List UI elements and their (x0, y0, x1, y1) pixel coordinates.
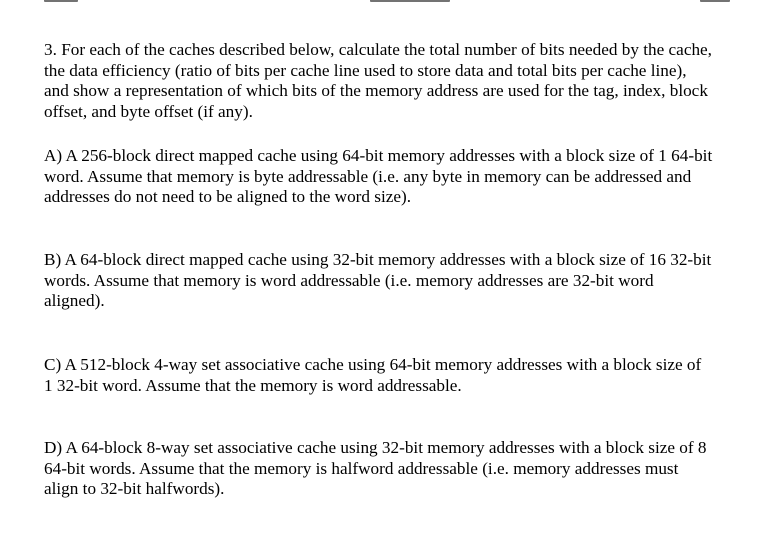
question-part-a: A) A 256-block direct mapped cache using 64-bit memory addresses with a block size of 1 64-bit word. Assume that memory is byte addressable (i.e. any byte in memory can be addressed and addresses do not need to be aligned to the word size). (44, 146, 713, 206)
question-part-d: D) A 64-block 8-way set associative cache using 32-bit memory addresses with a block size of 8 64-bit words. Assume that the memory is halfword addressable (i.e. memory addresses must align to 32-bit halfwords). (44, 438, 707, 498)
question-part-b: B) A 64-block direct mapped cache using 32-bit memory addresses with a block size of 16 32-bit words. Assume that memory is word addressable (i.e. memory addresses are 32-bit word aligned). (44, 250, 712, 310)
cropped-previous-line (0, 0, 771, 4)
question-intro: 3. For each of the caches described below, calculate the total number of bits needed by the cache, the data efficiency (ratio of bits per cache line used to store data and total bits per cache line), and show a representation of which bits of the memory address are used for the tag, index, block offset, and byte offset (if any). (44, 40, 712, 121)
question-part-c: C) A 512-block 4-way set associative cache using 64-bit memory addresses with a block size of 1 32-bit word. Assume that the memory is word addressable. (44, 355, 702, 395)
